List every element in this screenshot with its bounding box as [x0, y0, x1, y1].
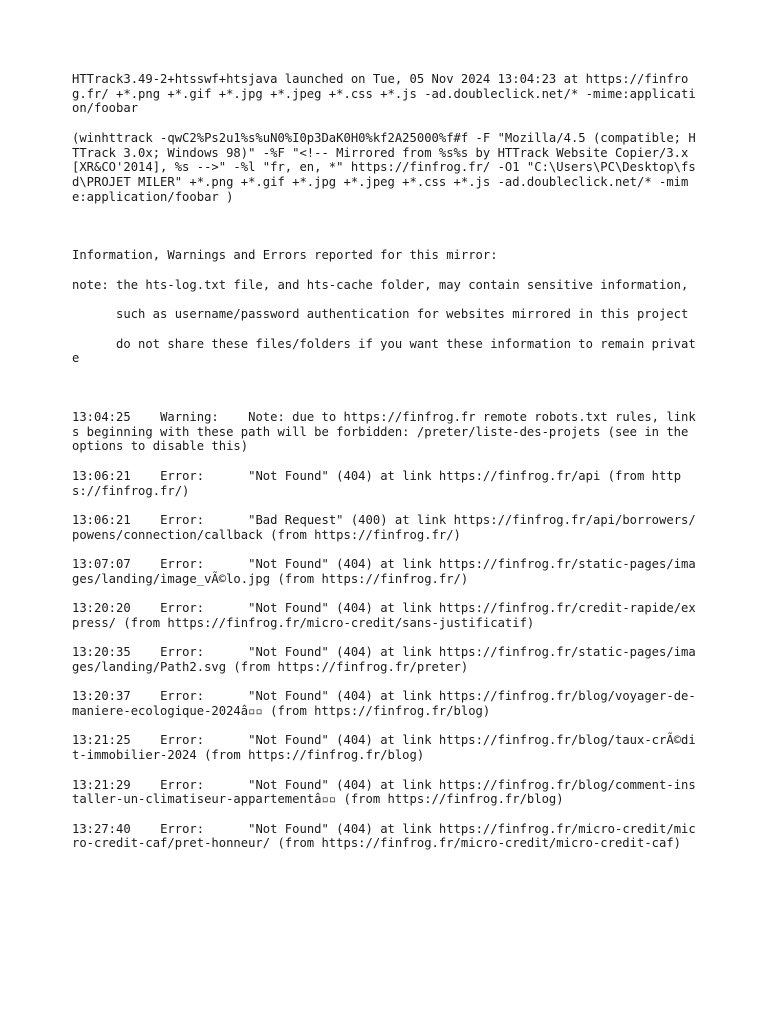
log-entry — [72, 689, 702, 718]
spacer — [72, 219, 702, 248]
launch-line: HTTrack3.49-2+htsswf+htsjava launched on Tue, 05 Nov 2024 13:04:23 at https://finfrog.fr/ +*.png +*.gif +*.jpg +*.jpeg +*.css +*.js -ad.doubleclick.net/* -mime:application/foobar — [72, 72, 696, 116]
log-time: 13:04:25 — [72, 410, 131, 425]
sensitive-note-line2: such as username/password authentication for websites mirrored in this project — [116, 307, 689, 322]
log-message: Note: due to https://finfrog.fr remote robots.txt rules, links beginning with these path will be forbidden: /preter/liste-des-projets (see in the options to disable this) — [72, 410, 696, 454]
log-entry — [72, 410, 702, 454]
log-time: 13:06:21 — [72, 468, 131, 483]
log-time: 13:27:40 — [72, 821, 131, 836]
log-message: "Not Found" (404) at link https://finfrog.fr/static-pages/images/landing/image_vÃ©lo.jpg (from https://finfrog.fr/) — [72, 557, 696, 586]
log-document — [72, 72, 702, 866]
info-heading: Information, Warnings and Errors reported for this mirror: — [72, 248, 498, 263]
log-level: Error: — [160, 777, 205, 792]
log-level: Error: — [160, 512, 205, 527]
log-entry — [72, 469, 702, 498]
log-message: "Not Found" (404) at link https://finfrog.fr/micro-credit/micro-credit-caf/pret-honneur/ (from https://finfrog.fr/micro-credit/micro-credit-caf) — [72, 821, 696, 851]
log-time: 13:21:29 — [72, 777, 131, 792]
log-level: Error: — [160, 645, 205, 660]
log-entry — [72, 601, 702, 630]
log-message: "Bad Request" (400) at link https://finfrog.fr/api/borrowers/powens/connection/callback (from https://finfrog.fr/) — [72, 512, 696, 542]
log-message: "Not Found" (404) at link https://finfrog.fr/blog/voyager-de-maniere-ecologique-2024â▫▫ (from https://finfrog.fr/blog) — [72, 689, 696, 719]
log-message: "Not Found" (404) at link https://finfrog.fr/blog/comment-installer-un-climatiseur-appartementâ▫▫ (from https://finfrog.fr/blog) — [72, 777, 696, 807]
spacer — [72, 381, 702, 410]
log-message: "Not Found" (404) at link https://finfrog.fr/credit-rapide/express/ (from https://finfrog.fr/micro-credit/sans-justificatif) — [72, 601, 696, 630]
log-level: Warning: — [160, 410, 219, 425]
log-entry — [72, 822, 702, 851]
log-time: 13:21:25 — [72, 733, 131, 748]
log-message: "Not Found" (404) at link https://finfrog.fr/api (from https://finfrog.fr/) — [72, 468, 682, 498]
log-time: 13:20:20 — [72, 601, 131, 616]
log-message: "Not Found" (404) at link https://finfrog.fr/static-pages/images/landing/Path2.svg (from https://finfrog.fr/preter) — [72, 645, 696, 674]
log-message: "Not Found" (404) at link https://finfrog.fr/blog/taux-crÃ©dit-immobilier-2024 (from https://finfrog.fr/blog) — [72, 733, 696, 763]
sensitive-note: note: the hts-log.txt file, and hts-cache folder, may contain sensitive information, — [72, 277, 689, 292]
log-level: Error: — [160, 821, 205, 836]
log-entry — [72, 513, 702, 542]
log-time: 13:07:07 — [72, 557, 131, 572]
command-line: (winhttrack -qwC2%Ps2u1%s%uN0%I0p3DaK0H0%kf2A25000%f#f -F "Mozilla/4.5 (compatible; HTTrack 3.0x; Windows 98)" -%F "<!-- Mirrored from %s%s by HTTrack Website Copier/3.x [XR&CO'2014], %s -->" -%l "fr, en, *" https://finfrog.fr/ -O1 "C:\Users\PC\Desktop\fsd\PROJET MILER" +*.png +*.gif +*.jpg +*.jpeg +*.css +*.js -ad.doubleclick.net/* -mime:application/foobar ) — [72, 130, 696, 204]
log-level: Error: — [160, 601, 205, 616]
log-entry — [72, 645, 702, 674]
log-time: 13:20:35 — [72, 645, 131, 660]
log-time: 13:20:37 — [72, 689, 131, 704]
log-entry — [72, 733, 702, 762]
sensitive-note-line3: do not share these files/folders if you want these information to remain private — [72, 336, 696, 366]
log-level: Error: — [160, 689, 205, 704]
log-entry — [72, 778, 702, 807]
log-time: 13:06:21 — [72, 512, 131, 527]
log-level: Error: — [160, 468, 205, 483]
log-level: Error: — [160, 557, 205, 572]
log-entry — [72, 557, 702, 586]
log-level: Error: — [160, 733, 205, 748]
